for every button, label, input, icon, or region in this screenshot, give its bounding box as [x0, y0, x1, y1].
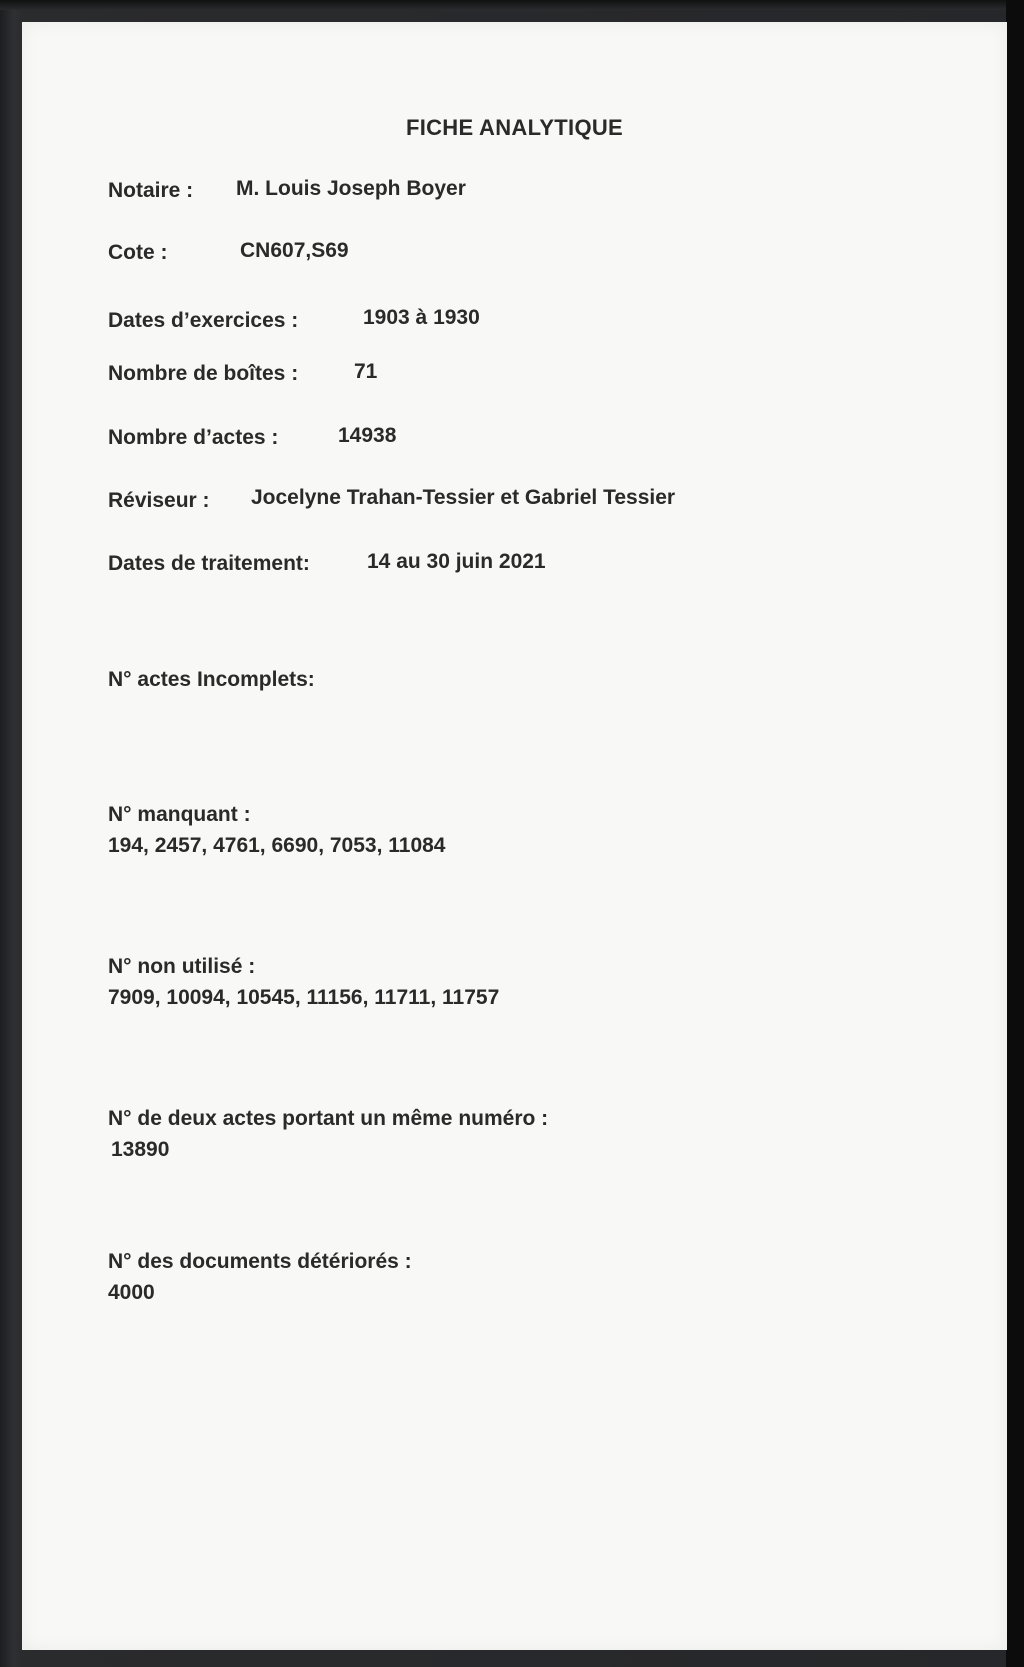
nombre-actes-value: 14938	[338, 424, 397, 447]
non-utilise-label: N° non utilisé :	[108, 955, 256, 978]
non-utilise-value: 7909, 10094, 10545, 11156, 11711, 11757	[108, 986, 500, 1009]
cote-label: Cote :	[108, 241, 168, 264]
deteriores-value: 4000	[108, 1281, 155, 1304]
scan-top-edge	[0, 0, 1024, 10]
dates-exercices-value: 1903 à 1930	[363, 306, 480, 329]
manquant-value: 194, 2457, 4761, 6690, 7053, 11084	[108, 834, 446, 857]
dates-traitement-value: 14 au 30 juin 2021	[367, 550, 546, 573]
nombre-boites-value: 71	[354, 360, 378, 383]
notaire-value: M. Louis Joseph Boyer	[236, 177, 466, 200]
manquant-label: N° manquant :	[108, 803, 251, 826]
notaire-label: Notaire :	[108, 179, 194, 202]
meme-numero-value: 13890	[111, 1138, 170, 1161]
document-title: FICHE ANALYTIQUE	[405, 115, 624, 140]
document-sheet	[22, 22, 1007, 1650]
cote-value: CN607,S69	[240, 239, 349, 262]
deteriores-label: N° des documents détériorés :	[108, 1250, 412, 1273]
actes-incomplets-label: N° actes Incomplets:	[108, 668, 315, 691]
nombre-actes-label: Nombre d’actes :	[108, 426, 279, 449]
meme-numero-label: N° de deux actes portant un même numéro :	[108, 1107, 549, 1130]
scan-right-edge	[1006, 0, 1024, 1667]
nombre-boites-label: Nombre de boîtes :	[108, 362, 299, 385]
reviseur-label: Réviseur :	[108, 489, 210, 512]
reviseur-value: Jocelyne Trahan-Tessier et Gabriel Tessier	[251, 486, 676, 509]
dates-exercices-label: Dates d’exercices :	[108, 309, 299, 332]
dates-traitement-label: Dates de traitement:	[108, 552, 310, 575]
